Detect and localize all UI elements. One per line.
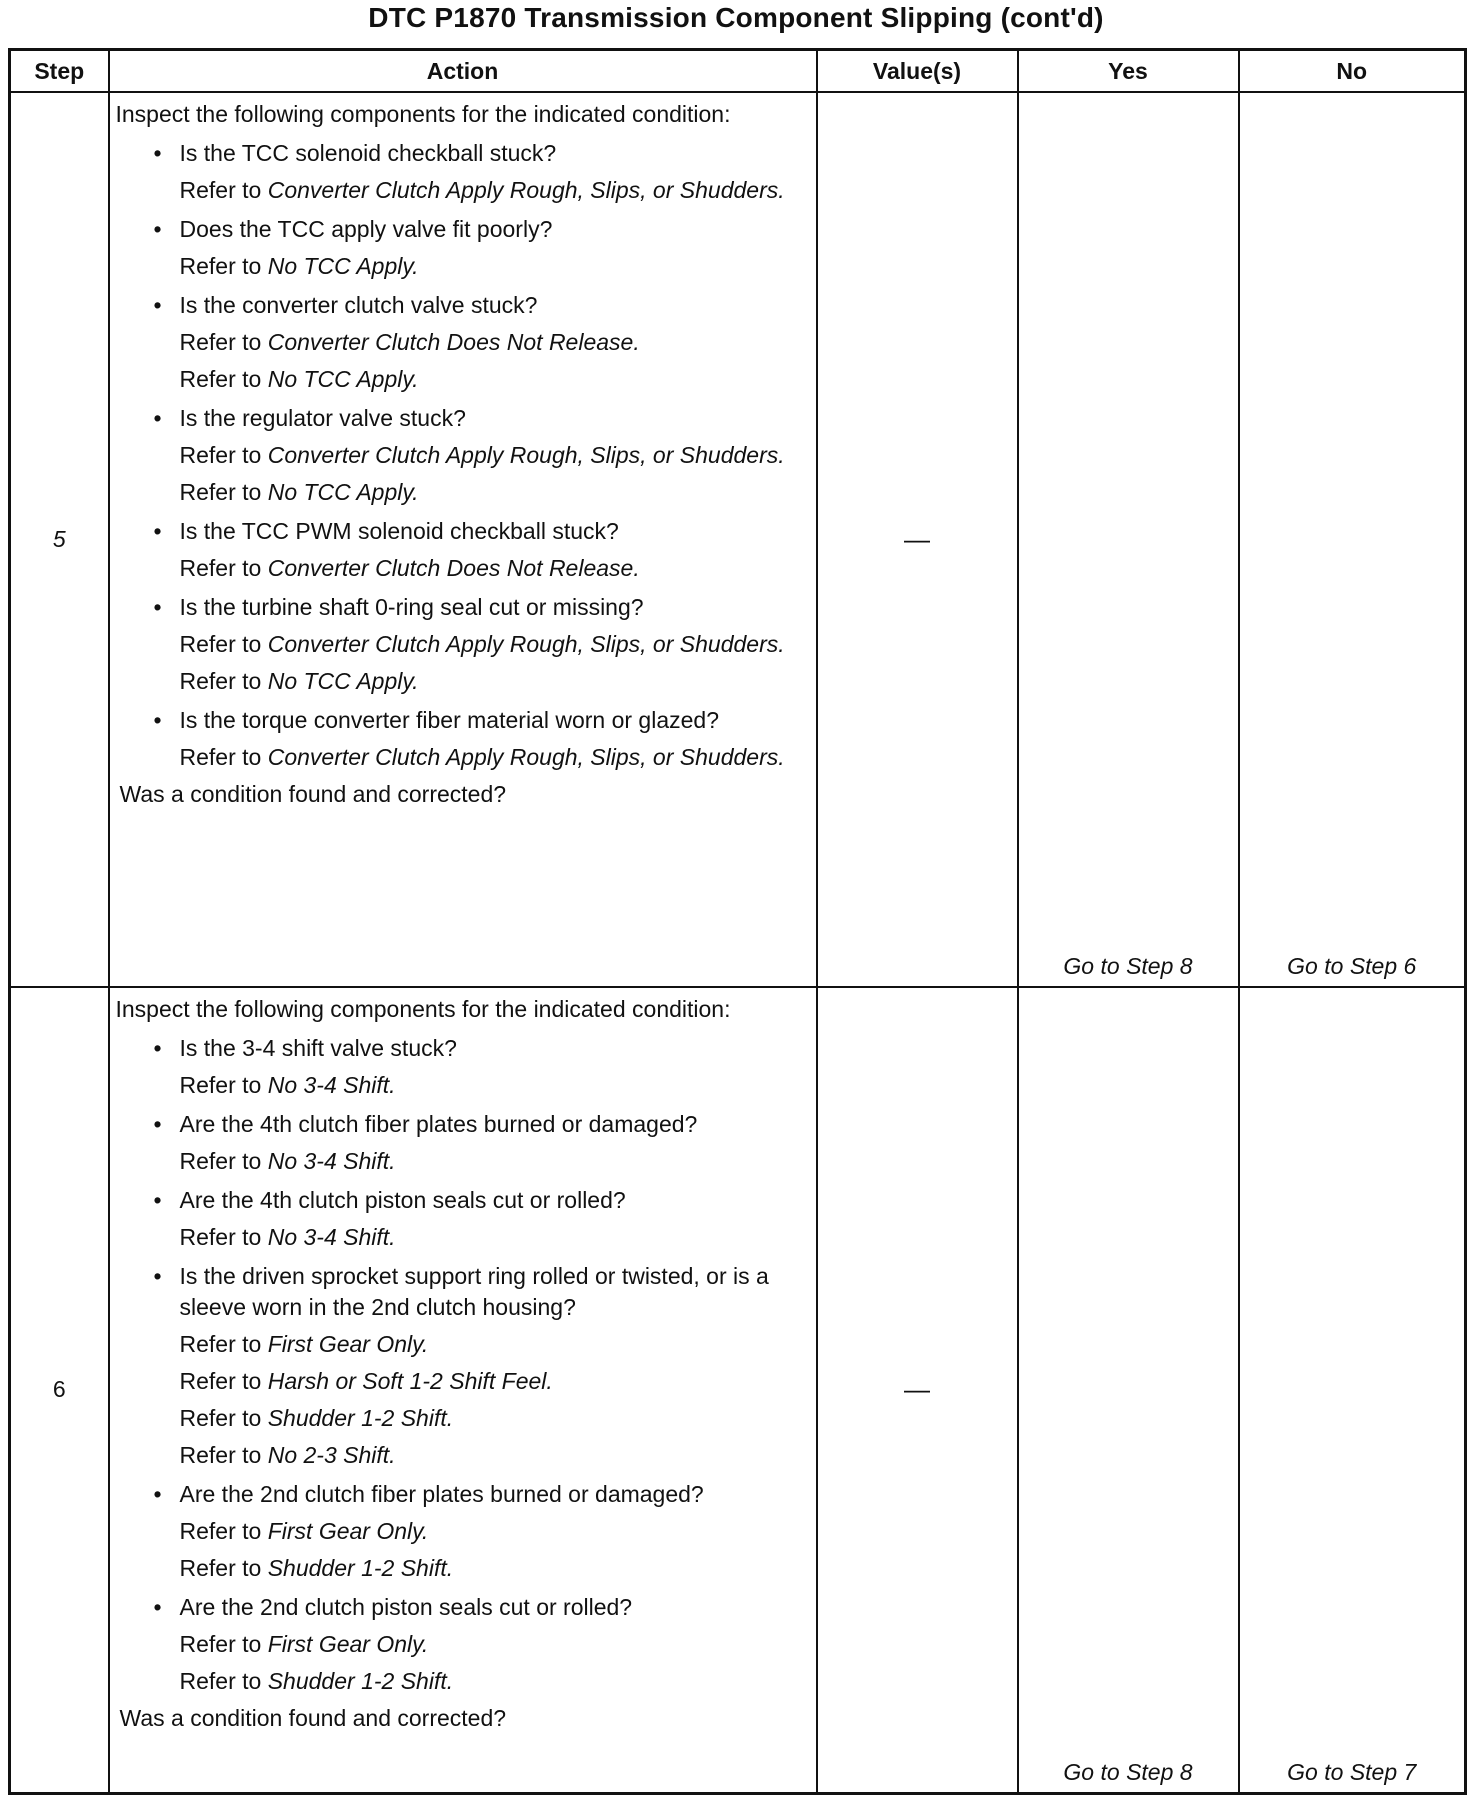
reference-line <box>116 1440 812 1471</box>
header-values: Value(s) <box>817 50 1018 93</box>
reference-line <box>116 629 812 660</box>
bullet-icon: • <box>153 518 162 544</box>
reference-prefix: Refer to <box>179 253 262 279</box>
check-item <box>116 290 812 321</box>
reference-line <box>116 1146 812 1177</box>
reference-target: No 2-3 Shift. <box>267 1442 396 1468</box>
bullet-icon: • <box>153 594 162 620</box>
action-intro: Inspect the following components for the indicated condition: <box>115 996 731 1022</box>
check-question: Is the 3-4 shift valve stuck? <box>179 1035 457 1061</box>
reference-line <box>116 1403 812 1434</box>
reference-target: No 3-4 Shift. <box>267 1224 396 1250</box>
bullet-icon: • <box>153 707 162 733</box>
action-cell <box>109 987 817 1793</box>
reference-prefix: Refer to <box>179 1331 262 1357</box>
no-cell: Go to Step 6 <box>1239 92 1466 987</box>
reference-target: No TCC Apply. <box>267 479 419 505</box>
reference-line <box>116 1516 812 1547</box>
check-question: Is the converter clutch valve stuck? <box>179 292 538 318</box>
action-intro: Inspect the following components for the indicated condition: <box>115 101 731 127</box>
value-cell: — <box>817 92 1018 987</box>
check-question: Are the 4th clutch piston seals cut or rolled? <box>179 1187 626 1213</box>
bullet-icon: • <box>153 1111 162 1137</box>
check-item <box>116 1185 812 1216</box>
bullet-icon: • <box>153 1263 162 1289</box>
check-item <box>116 138 812 169</box>
check-question: Is the regulator valve stuck? <box>179 405 466 431</box>
reference-target: Converter Clutch Apply Rough, Slips, or Shudders. <box>267 442 785 468</box>
reference-target: Shudder 1-2 Shift. <box>267 1405 454 1431</box>
check-item <box>116 214 812 245</box>
conclusion-question: Was a condition found and corrected? <box>119 1705 507 1731</box>
check-question: Is the torque converter fiber material worn or glazed? <box>179 707 719 733</box>
reference-line <box>116 440 812 471</box>
reference-target: Converter Clutch Apply Rough, Slips, or Shudders. <box>267 177 785 203</box>
action-cell <box>109 92 817 987</box>
reference-prefix: Refer to <box>179 329 262 355</box>
yes-cell: Go to Step 8 <box>1018 92 1239 987</box>
reference-prefix: Refer to <box>179 479 262 505</box>
conclusion-question: Was a condition found and corrected? <box>119 781 507 807</box>
header-step: Step <box>10 50 109 93</box>
reference-prefix: Refer to <box>179 1405 262 1431</box>
reference-prefix: Refer to <box>179 1368 262 1394</box>
reference-prefix: Refer to <box>179 1442 262 1468</box>
bullet-icon: • <box>153 1035 162 1061</box>
reference-prefix: Refer to <box>179 1072 262 1098</box>
reference-target: Shudder 1-2 Shift. <box>267 1555 454 1581</box>
check-question: Are the 2nd clutch piston seals cut or rolled? <box>179 1594 633 1620</box>
bullet-icon: • <box>153 1187 162 1213</box>
reference-target: No TCC Apply. <box>267 668 419 694</box>
reference-target: No 3-4 Shift. <box>267 1148 396 1174</box>
check-item <box>116 403 812 434</box>
reference-prefix: Refer to <box>179 555 262 581</box>
no-cell: Go to Step 7 <box>1239 987 1466 1793</box>
action-content <box>110 93 816 814</box>
reference-target: No TCC Apply. <box>267 366 419 392</box>
reference-line <box>116 553 812 584</box>
action-content <box>110 988 816 1738</box>
reference-line <box>116 175 812 206</box>
reference-line <box>116 327 812 358</box>
value-cell: — <box>817 987 1018 1793</box>
reference-line <box>116 1366 812 1397</box>
reference-prefix: Refer to <box>179 744 262 770</box>
reference-line <box>116 666 812 697</box>
reference-target: First Gear Only. <box>267 1631 429 1657</box>
reference-target: Shudder 1-2 Shift. <box>267 1668 454 1694</box>
header-action: Action <box>109 50 817 93</box>
check-question: Are the 4th clutch fiber plates burned or damaged? <box>179 1111 698 1137</box>
reference-target: Converter Clutch Apply Rough, Slips, or Shudders. <box>267 744 785 770</box>
step-number: 6 <box>10 987 109 1793</box>
check-question: Are the 2nd clutch fiber plates burned or damaged? <box>179 1481 704 1507</box>
check-question: Is the driven sprocket support ring rolled or twisted, or is a sleeve worn in the 2nd clutch housing? <box>179 1263 769 1320</box>
reference-line <box>116 1070 812 1101</box>
yes-cell: Go to Step 8 <box>1018 987 1239 1793</box>
table-row <box>10 987 1466 1793</box>
reference-prefix: Refer to <box>179 366 262 392</box>
reference-target: No TCC Apply. <box>267 253 419 279</box>
reference-prefix: Refer to <box>179 1224 262 1250</box>
reference-prefix: Refer to <box>179 631 262 657</box>
check-item <box>116 1479 812 1510</box>
reference-target: Converter Clutch Does Not Release. <box>267 555 640 581</box>
reference-target: Converter Clutch Apply Rough, Slips, or Shudders. <box>267 631 785 657</box>
reference-prefix: Refer to <box>179 1148 262 1174</box>
bullet-icon: • <box>153 405 162 431</box>
header-yes: Yes <box>1018 50 1239 93</box>
reference-line <box>116 1553 812 1584</box>
table-row <box>10 92 1466 987</box>
reference-prefix: Refer to <box>179 1668 262 1694</box>
reference-line <box>116 742 812 773</box>
check-item <box>116 1033 812 1064</box>
check-item <box>116 592 812 623</box>
check-item <box>116 705 812 736</box>
check-question: Is the TCC solenoid checkball stuck? <box>179 140 557 166</box>
step-number: 5 <box>10 92 109 987</box>
bullet-icon: • <box>153 140 162 166</box>
reference-prefix: Refer to <box>179 1631 262 1657</box>
reference-target: Harsh or Soft 1-2 Shift Feel. <box>267 1368 553 1394</box>
reference-line <box>116 364 812 395</box>
header-row <box>10 50 1466 93</box>
reference-target: Converter Clutch Does Not Release. <box>267 329 640 355</box>
check-question: Is the TCC PWM solenoid checkball stuck? <box>179 518 619 544</box>
diagnostic-table <box>8 48 1467 1795</box>
header-no: No <box>1239 50 1466 93</box>
reference-line <box>116 1222 812 1253</box>
reference-prefix: Refer to <box>179 442 262 468</box>
check-item <box>116 1261 812 1323</box>
check-question: Is the turbine shaft 0-ring seal cut or missing? <box>179 594 644 620</box>
reference-line <box>116 1629 812 1660</box>
reference-target: First Gear Only. <box>267 1331 429 1357</box>
check-item <box>116 1109 812 1140</box>
bullet-icon: • <box>153 216 162 242</box>
reference-line <box>116 1666 812 1697</box>
check-item <box>116 1592 812 1623</box>
reference-target: First Gear Only. <box>267 1518 429 1544</box>
page-title: DTC P1870 Transmission Component Slipping (cont'd) <box>368 2 1104 33</box>
reference-line <box>116 1329 812 1360</box>
check-item <box>116 516 812 547</box>
reference-prefix: Refer to <box>179 1518 262 1544</box>
reference-line <box>116 477 812 508</box>
reference-prefix: Refer to <box>179 177 262 203</box>
bullet-icon: • <box>153 1594 162 1620</box>
bullet-icon: • <box>153 1481 162 1507</box>
reference-target: No 3-4 Shift. <box>267 1072 396 1098</box>
reference-line <box>116 251 812 282</box>
check-question: Does the TCC apply valve fit poorly? <box>179 216 553 242</box>
reference-prefix: Refer to <box>179 1555 262 1581</box>
bullet-icon: • <box>153 292 162 318</box>
reference-prefix: Refer to <box>179 668 262 694</box>
